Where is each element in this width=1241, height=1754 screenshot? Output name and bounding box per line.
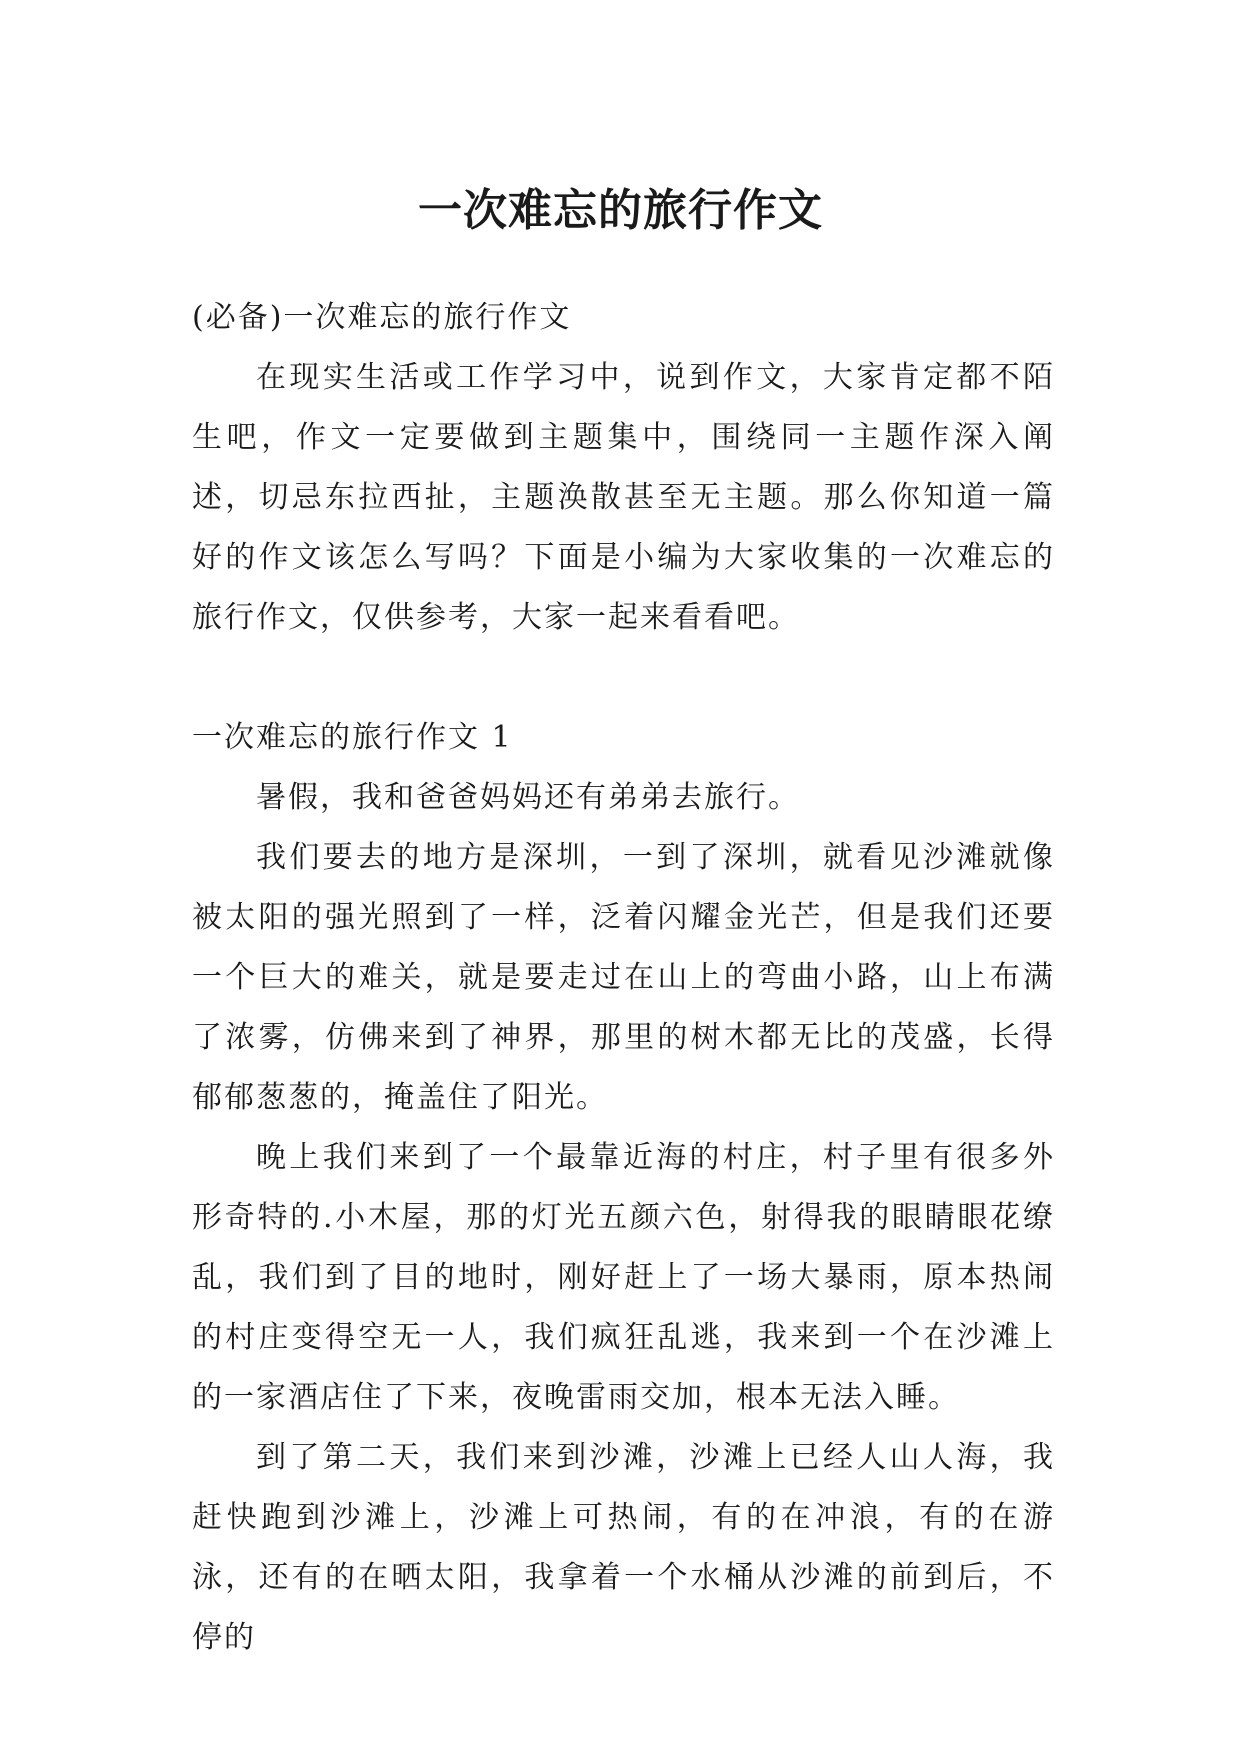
essay-paragraph: 晚上我们来到了一个最靠近海的村庄，村子里有很多外形奇特的.小木屋，那的灯光五颜六色，射得我的眼睛眼花缭乱，我们到了目的地时，刚好赶上了一场大暴雨，原本热闹的村庄变得空无一人，我们疯狂乱逃，我来到一个在沙滩上的一家酒店住了下来，夜晚雷雨交加，根本无法入睡。 xyxy=(192,1140,1055,1415)
essay-paragraph: 暑假，我和爸爸妈妈还有弟弟去旅行。 xyxy=(256,780,800,815)
document-body xyxy=(192,288,1055,1668)
section-heading: 一次难忘的旅行作文 1 xyxy=(192,720,513,755)
essay-paragraph: 到了第二天，我们来到沙滩，沙滩上已经人山人海，我赶快跑到沙滩上，沙滩上可热闹，有的在冲浪，有的在游泳，还有的在晒太阳，我拿着一个水桶从沙滩的前到后，不停的 xyxy=(192,1440,1055,1655)
document-subtitle: (必备)一次难忘的旅行作文 xyxy=(192,300,572,335)
document-title: 一次难忘的旅行作文 xyxy=(418,185,823,237)
section-spacer xyxy=(192,648,1055,708)
intro-paragraph: 在现实生活或工作学习中，说到作文，大家肯定都不陌生吧，作文一定要做到主题集中，围绕同一主题作深入阐述，切忌东拉西扯，主题涣散甚至无主题。那么你知道一篇好的作文该怎么写吗？下面是小编为大家收集的一次难忘的旅行作文，仅供参考，大家一起来看看吧。 xyxy=(192,360,1055,635)
essay-paragraph: 我们要去的地方是深圳，一到了深圳，就看见沙滩就像被太阳的强光照到了一样，泛着闪耀金光芒，但是我们还要一个巨大的难关，就是要走过在山上的弯曲小路，山上布满了浓雾，仿佛来到了神界，那里的树木都无比的茂盛，长得郁郁葱葱的，掩盖住了阳光。 xyxy=(192,840,1055,1115)
